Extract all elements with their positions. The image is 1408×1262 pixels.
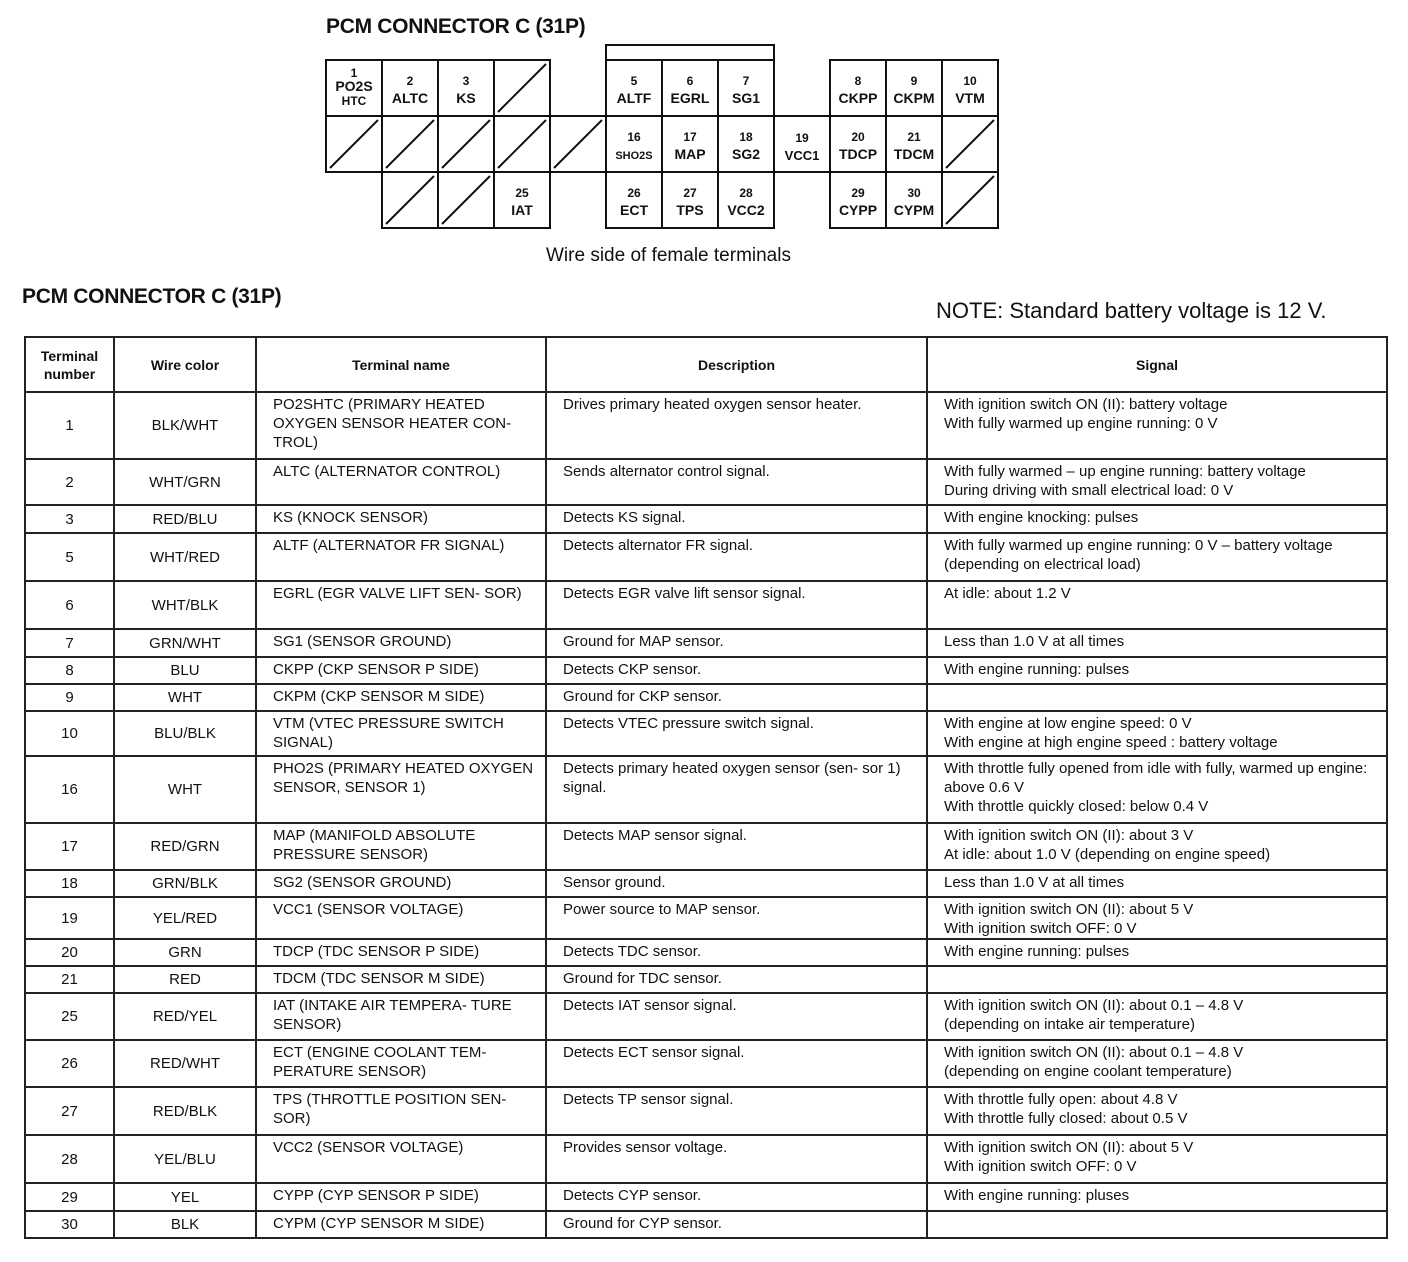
description-cell: Detects TP sensor signal. [546,1087,927,1135]
unused-cavity-slash [330,120,378,168]
signal-line: With engine running: pulses [944,661,1130,678]
pin-number: 18 [739,130,753,144]
terminal-name-cell: VCC1 (SENSOR VOLTAGE) [256,897,546,939]
signal-cell [927,966,1387,993]
table-row [25,870,1387,897]
connector-cavity [830,116,886,172]
table-row [25,1183,1387,1211]
wire-color-cell: RED/YEL [114,993,256,1040]
terminal-name-cell: SG2 (SENSOR GROUND) [256,870,546,897]
wire-color-cell: YEL/BLU [114,1135,256,1183]
description-cell: Ground for TDC sensor. [546,966,927,993]
signal-line: With ignition switch OFF: 0 V [944,1158,1137,1175]
pin-number: 10 [963,74,977,88]
pin-label: VTM [955,90,985,106]
signal-line: With fully warmed up engine running: 0 V [944,415,1218,432]
wire-color-cell: RED [114,966,256,993]
signal-cell [927,756,1387,823]
pin-label: TDCM [893,146,935,162]
connector-diagram [0,0,1408,240]
signal-line: With throttle fully opened from idle with fully, warmed up engine: above 0.6 V [944,760,1368,796]
pin-number: 8 [854,74,862,88]
description-cell: Ground for CYP sensor. [546,1211,927,1238]
wire-color-cell: BLK [114,1211,256,1238]
table-body [25,392,1387,1238]
signal-cell [927,581,1387,629]
table-row [25,533,1387,581]
wire-color-cell: GRN/BLK [114,870,256,897]
pin-label: TPS [676,202,704,218]
terminal-name-cell: CYPM (CYP SENSOR M SIDE) [256,1211,546,1238]
signal-line: At idle: about 1.2 V [944,585,1071,602]
pin-label: SHO2S [615,150,653,162]
signal-cell [927,657,1387,684]
description-cell: Detects ECT sensor signal. [546,1040,927,1087]
description-cell: Detects TDC sensor. [546,939,927,966]
terminal-number-cell: 26 [25,1040,114,1087]
wire-color-cell: RED/WHT [114,1040,256,1087]
table-row [25,1211,1387,1238]
pin-label: ALTC [391,90,429,106]
terminal-name-cell: TDCP (TDC SENSOR P SIDE) [256,939,546,966]
pin-label: SG2 [731,146,761,162]
table-row [25,1040,1387,1087]
pin-label: IAT [511,202,533,218]
wire-color-cell: BLU/BLK [114,711,256,756]
signal-line: With throttle quickly closed: below 0.4 V [944,798,1209,815]
signal-line: With engine at high engine speed : battery voltage [944,734,1278,751]
battery-voltage-note: NOTE: Standard battery voltage is 12 V. [936,298,1327,323]
table-row [25,823,1387,870]
description-cell: Sends alternator control signal. [546,459,927,505]
terminal-name-cell: CKPP (CKP SENSOR P SIDE) [256,657,546,684]
wire-color-cell: WHT [114,756,256,823]
header-terminal-name: Terminal name [256,337,546,392]
signal-cell [927,629,1387,657]
wire-color-cell: WHT [114,684,256,711]
pin-number: 21 [907,130,921,144]
pin-label: ECT [620,202,648,218]
pin-number: 16 [627,130,641,144]
diagram-caption: Wire side of female terminals [546,245,791,266]
table-row [25,505,1387,533]
connector-cavity [606,116,662,172]
terminal-name-cell: TDCM (TDC SENSOR M SIDE) [256,966,546,993]
description-cell: Power source to MAP sensor. [546,897,927,939]
pin-label-line2: HTC [341,94,367,108]
pin-number: 3 [462,74,470,88]
description-cell: Detects KS signal. [546,505,927,533]
signal-cell [927,897,1387,939]
terminal-number-cell: 1 [25,392,114,459]
connector-cavity [662,116,718,172]
signal-line: With engine running: pluses [944,1187,1130,1204]
connector-cavity [494,172,550,228]
pin-number: 29 [851,186,865,200]
pin-number: 2 [406,74,414,88]
signal-line: With ignition switch ON (II): about 5 V [944,901,1194,918]
terminal-number-cell: 28 [25,1135,114,1183]
pin-number: 26 [627,186,641,200]
signal-cell [927,684,1387,711]
signal-cell [927,939,1387,966]
description-cell: Detects MAP sensor signal. [546,823,927,870]
signal-cell [927,1135,1387,1183]
connector-cavity [942,60,998,116]
signal-line: With ignition switch ON (II): about 0.1 – 4.8 V [944,1044,1244,1061]
terminal-name-cell: VTM (VTEC PRESSURE SWITCH SIGNAL) [256,711,546,756]
signal-cell [927,870,1387,897]
pin-label: VCC2 [727,202,765,218]
pin-label: MAP [674,146,706,162]
signal-cell [927,392,1387,459]
signal-line: With fully warmed up engine running: 0 V – battery voltage (depending on electrical load) [944,537,1333,573]
table-header-row [25,337,1387,392]
terminal-number-cell: 27 [25,1087,114,1135]
connector-cavity [718,116,774,172]
table-row [25,629,1387,657]
unused-cavity-slash [498,64,546,112]
wire-color-cell: WHT/RED [114,533,256,581]
wire-color-cell: GRN [114,939,256,966]
pin-number: 19 [795,131,809,145]
signal-line: With throttle fully closed: about 0.5 V [944,1110,1188,1127]
wire-color-cell: GRN/WHT [114,629,256,657]
description-cell: Provides sensor voltage. [546,1135,927,1183]
pin-label: VCC1 [784,148,820,163]
signal-line: With ignition switch ON (II): about 0.1 – 4.8 V [944,997,1244,1014]
connector-lock-tab [606,45,774,60]
terminal-number-cell: 9 [25,684,114,711]
terminal-name-cell: KS (KNOCK SENSOR) [256,505,546,533]
terminal-number-cell: 7 [25,629,114,657]
connector-cavity [662,60,718,116]
table-title: PCM CONNECTOR C (31P) [22,285,282,308]
connector-cavity [606,172,662,228]
pin-number: 30 [907,186,921,200]
pin-number: 6 [686,74,694,88]
terminal-number-cell: 19 [25,897,114,939]
pin-label: CYPM [893,202,935,218]
signal-cell [927,1087,1387,1135]
pin-label: CKPM [893,90,935,106]
terminal-name-cell: PO2SHTC (PRIMARY HEATED OXYGEN SENSOR HEATER CON- TROL) [256,392,546,459]
terminal-table [24,336,1388,1239]
terminal-number-cell: 10 [25,711,114,756]
signal-cell [927,1040,1387,1087]
terminal-name-cell: VCC2 (SENSOR VOLTAGE) [256,1135,546,1183]
connector-cavity [718,172,774,228]
signal-line: With ignition switch ON (II): battery voltage [944,396,1228,413]
table-row [25,897,1387,939]
wire-color-cell: RED/GRN [114,823,256,870]
terminal-name-cell: CYPP (CYP SENSOR P SIDE) [256,1183,546,1211]
terminal-number-cell: 18 [25,870,114,897]
signal-cell [927,533,1387,581]
signal-line: With ignition switch ON (II): about 3 V [944,827,1194,844]
description-cell: Ground for CKP sensor. [546,684,927,711]
terminal-number-cell: 30 [25,1211,114,1238]
description-cell: Ground for MAP sensor. [546,629,927,657]
wire-color-cell: WHT/BLK [114,581,256,629]
unused-cavity-slash [386,120,434,168]
description-cell: Detects CKP sensor. [546,657,927,684]
description-cell: Detects CYP sensor. [546,1183,927,1211]
terminal-number-cell: 8 [25,657,114,684]
wire-color-cell: RED/BLU [114,505,256,533]
terminal-number-cell: 29 [25,1183,114,1211]
pin-label: CYPP [838,202,878,218]
signal-line: During driving with small electrical load: 0 V [944,482,1234,499]
unused-cavity-slash [946,120,994,168]
pin-number: 7 [742,74,750,88]
signal-line: (depending on intake air temperature) [944,1016,1195,1033]
wire-color-cell: WHT/GRN [114,459,256,505]
terminal-name-cell: ALTC (ALTERNATOR CONTROL) [256,459,546,505]
description-cell: Detects primary heated oxygen sensor (sen- sor 1) signal. [546,756,927,823]
description-cell: Sensor ground. [546,870,927,897]
terminal-number-cell: 17 [25,823,114,870]
header-terminal-number: Terminal number [25,337,114,392]
signal-line: With throttle fully open: about 4.8 V [944,1091,1178,1108]
terminal-name-cell: PHO2S (PRIMARY HEATED OXYGEN SENSOR, SENSOR 1) [256,756,546,823]
pin-label: PO2S [335,78,373,94]
description-cell: Detects IAT sensor signal. [546,993,927,1040]
pin-number: 28 [739,186,753,200]
wire-color-cell: BLU [114,657,256,684]
unused-cavity-slash [554,120,602,168]
signal-cell [927,711,1387,756]
connector-cavity [438,60,494,116]
description-cell: Detects VTEC pressure switch signal. [546,711,927,756]
signal-line: With engine knocking: pulses [944,509,1139,526]
terminal-number-cell: 21 [25,966,114,993]
connector-cavity [830,60,886,116]
table-row [25,1135,1387,1183]
pin-label: CKPP [838,90,878,106]
connector-cavity [718,60,774,116]
table-row [25,684,1387,711]
signal-cell [927,823,1387,870]
pin-number: 1 [350,66,358,80]
terminal-name-cell: SG1 (SENSOR GROUND) [256,629,546,657]
pin-label: KS [456,90,476,106]
signal-line: With engine running: pulses [944,943,1130,960]
signal-line: (depending on engine coolant temperature) [944,1063,1232,1080]
terminal-number-cell: 6 [25,581,114,629]
terminal-number-cell: 3 [25,505,114,533]
terminal-name-cell: CKPM (CKP SENSOR M SIDE) [256,684,546,711]
wire-color-cell: YEL [114,1183,256,1211]
pin-number: 9 [910,74,918,88]
unused-cavity-slash [442,176,490,224]
terminal-name-cell: ALTF (ALTERNATOR FR SIGNAL) [256,533,546,581]
signal-line: At idle: about 1.0 V (depending on engine speed) [944,846,1271,863]
pin-number: 27 [683,186,697,200]
terminal-number-cell: 20 [25,939,114,966]
terminal-number-cell: 25 [25,993,114,1040]
signal-line: With engine at low engine speed: 0 V [944,715,1192,732]
connector-cavity [662,172,718,228]
signal-line: Less than 1.0 V at all times [944,633,1125,650]
signal-cell [927,993,1387,1040]
wire-color-cell: RED/BLK [114,1087,256,1135]
pin-number: 17 [683,130,697,144]
description-cell: Detects EGR valve lift sensor signal. [546,581,927,629]
unused-cavity-slash [946,176,994,224]
table-row [25,939,1387,966]
pin-label: ALTF [616,90,652,106]
unused-cavity-slash [386,176,434,224]
terminal-number-cell: 16 [25,756,114,823]
table-row [25,1087,1387,1135]
signal-cell [927,1211,1387,1238]
header-wire-color: Wire color [114,337,256,392]
connector-cavity [606,60,662,116]
description-cell: Detects alternator FR signal. [546,533,927,581]
unused-cavity-slash [442,120,490,168]
unused-cavity-slash [498,120,546,168]
table-row [25,756,1387,823]
signal-line: With fully warmed – up engine running: battery voltage [944,463,1306,480]
terminal-name-cell: TPS (THROTTLE POSITION SEN- SOR) [256,1087,546,1135]
connector-cavity [886,116,942,172]
table-row [25,581,1387,629]
table-row [25,657,1387,684]
wire-color-cell: YEL/RED [114,897,256,939]
signal-line: With ignition switch ON (II): about 5 V [944,1139,1194,1156]
pin-label: TDCP [838,146,878,162]
connector-cavity [382,60,438,116]
signal-line: Less than 1.0 V at all times [944,874,1125,891]
pin-number: 20 [851,130,865,144]
header-description: Description [546,337,927,392]
signal-cell [927,505,1387,533]
table-row [25,711,1387,756]
table-row [25,966,1387,993]
pin-label: EGRL [670,90,710,106]
terminal-name-cell: EGRL (EGR VALVE LIFT SEN- SOR) [256,581,546,629]
table-row [25,459,1387,505]
description-cell: Drives primary heated oxygen sensor heater. [546,392,927,459]
terminal-number-cell: 2 [25,459,114,505]
terminal-number-cell: 5 [25,533,114,581]
table-row [25,993,1387,1040]
signal-cell [927,1183,1387,1211]
table-row [25,392,1387,459]
connector-cavity [886,60,942,116]
signal-line: With ignition switch OFF: 0 V [944,920,1137,937]
connector-cavity [830,172,886,228]
wire-color-cell: BLK/WHT [114,392,256,459]
terminal-name-cell: ECT (ENGINE COOLANT TEM- PERATURE SENSOR) [256,1040,546,1087]
pin-number: 5 [630,74,638,88]
terminal-name-cell: IAT (INTAKE AIR TEMPERA- TURE SENSOR) [256,993,546,1040]
connector-diagram-title: PCM CONNECTOR C (31P) [326,15,586,38]
pin-label: SG1 [731,90,761,106]
terminal-name-cell: MAP (MANIFOLD ABSOLUTE PRESSURE SENSOR) [256,823,546,870]
signal-cell [927,459,1387,505]
pin-number: 25 [515,186,529,200]
connector-cavity [886,172,942,228]
header-signal: Signal [927,337,1387,392]
